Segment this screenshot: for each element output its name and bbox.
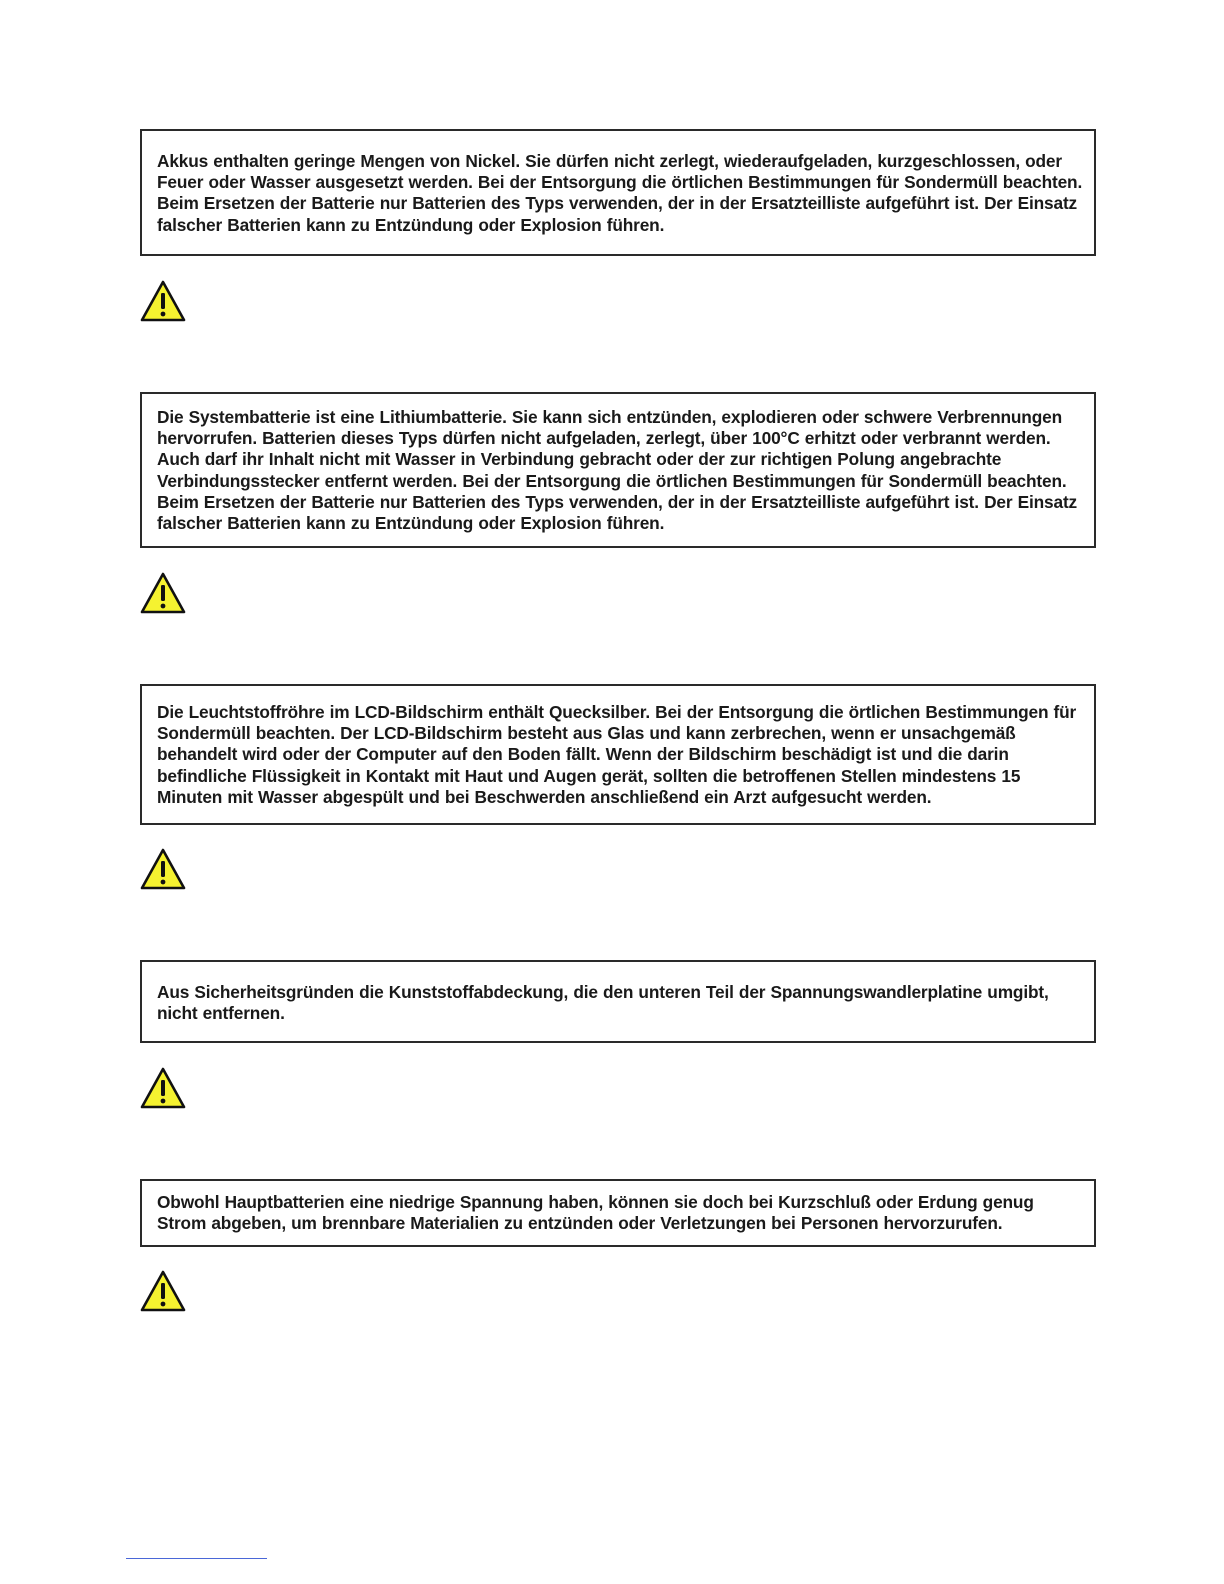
warning-triangle-icon: [140, 848, 186, 890]
warning-triangle-icon: [140, 572, 186, 614]
footnote-divider: [126, 1558, 267, 1559]
lithium-battery-notice: [140, 392, 1096, 548]
notice-text: Die Leuchtstoffröhre im LCD-Bildschirm enthält Quecksilber. Bei der Entsorgung die örtlichen Bestimmungen für Sondermüll beachten. Der LCD-Bildschirm besteht aus Glas und kann zerbrechen, wenn er unsachgemäß behandelt wird oder der Computer auf den Boden fällt. Wenn der Bildschirm beschädigt ist und die darin befindliche Flüssigkeit in Kontakt mit Haut und Augen gerät, sollten die betroffenen Stellen mindestens 15 Minuten mit Wasser abgespült und bei Beschwerden anschließend ein Arzt aufgesucht werden.: [157, 702, 1077, 807]
warning-triangle-icon: [140, 280, 186, 322]
battery-nickel-notice: [140, 129, 1096, 256]
plastic-cover-notice: [140, 960, 1096, 1043]
lcd-mercury-notice: [140, 684, 1096, 825]
notice-text: Akkus enthalten geringe Mengen von Nickel. Sie dürfen nicht zerlegt, wiederaufgeladen, kurzgeschlossen, oder Feuer oder Wasser ausgesetzt werden. Bei der Entsorgung die örtlichen Bestimmungen für Sondermüll beachten. Beim Ersetzen der Batterie nur Batterien des Typs verwenden, der in der Ersatzteilliste aufgeführt ist. Der Einsatz falscher Batterien kann zu Entzündung oder Explosion führen.: [157, 151, 1083, 235]
warning-triangle-icon: [140, 1270, 186, 1312]
main-battery-short-circuit-notice: [140, 1179, 1096, 1247]
notice-text: Aus Sicherheitsgründen die Kunststoffabdeckung, die den unteren Teil der Spannungswandlerplatine umgibt, nicht entfernen.: [157, 982, 1049, 1024]
notice-text: Obwohl Hauptbatterien eine niedrige Spannung haben, können sie doch bei Kurzschluß oder Erdung genug Strom abgeben, um brennbare Materialien zu entzünden oder Verletzungen bei Personen hervorzurufen.: [157, 1192, 1034, 1234]
warning-triangle-icon: [140, 1067, 186, 1109]
notice-text: Die Systembatterie ist eine Lithiumbatterie. Sie kann sich entzünden, explodieren oder schwere Verbrennungen hervorrufen. Batterien dieses Typs dürfen nicht aufgeladen, zerlegt, über 100°C erhitzt oder verbrannt werden. Auch darf ihr Inhalt nicht mit Wasser in Verbindung gebracht oder der zur richtigen Polung angebrachte Verbindungsstecker entfernt werden. Bei der Entsorgung die örtlichen Bestimmungen für Sondermüll beachten. Beim Ersetzen der Batterie nur Batterien des Typs verwenden, der in der Ersatzteilliste aufgeführt ist. Der Einsatz falscher Batterien kann zu Entzündung oder Explosion führen.: [157, 407, 1078, 534]
